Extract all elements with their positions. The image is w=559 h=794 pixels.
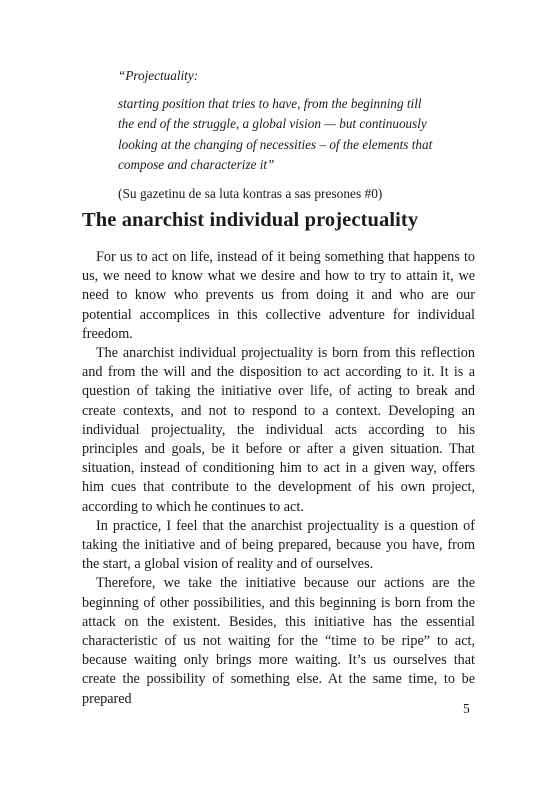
epigraph-title: “Projectuality:: [118, 68, 199, 83]
paragraph: In practice, I feel that the anarchist projectuality is a question of taking the initiative and of being prepared, because you have, from the start, a global vision of reality and of ourselves.: [82, 517, 475, 573]
epigraph: [118, 66, 440, 204]
epigraph-source: (Su gazetinu de sa luta kontras a sas presones #0): [118, 185, 383, 201]
epigraph-quote: starting position that tries to have, from the beginning till the end of the struggle, a global vision — but continuously looking at the changing of necessities – of the elements that compose and characterize it”: [118, 95, 433, 172]
paragraph: The anarchist individual projectuality is born from this reflection and from the will and the disposition to act according to it. It is a question of taking the initiative over life, of acting to break and create contexts, and not to respond to a context. Developing an individual projectuality, the individual acts according to his principles and goals, be it before or after a given situation. That situation, instead of conditioning him to act in a given way, offers him cues that contribute to the development of his own project, according to which he continues to act.: [82, 345, 475, 515]
section-heading: The anarchist individual projectuality: [82, 209, 419, 231]
paragraph: Therefore, we take the initiative because our actions are the beginning of other possibilities, and this beginning is born from the attack on the existent. Besides, this initiative has the essential characteristic of us not waiting for the “time to be ripe” to act, because waiting only brings more waiting. It’s us ourselves that create the possibility of something else. At the same time, to be prepared: [82, 575, 475, 707]
body-text: [82, 248, 475, 709]
paragraph: For us to act on life, instead of it being something that happens to us, we need to know what we desire and how to try to attain it, we need to know who prevents us from doing it and who are our potential accomplices in this collective adventure for individual freedom.: [82, 249, 475, 342]
page-number: 5: [463, 701, 470, 716]
